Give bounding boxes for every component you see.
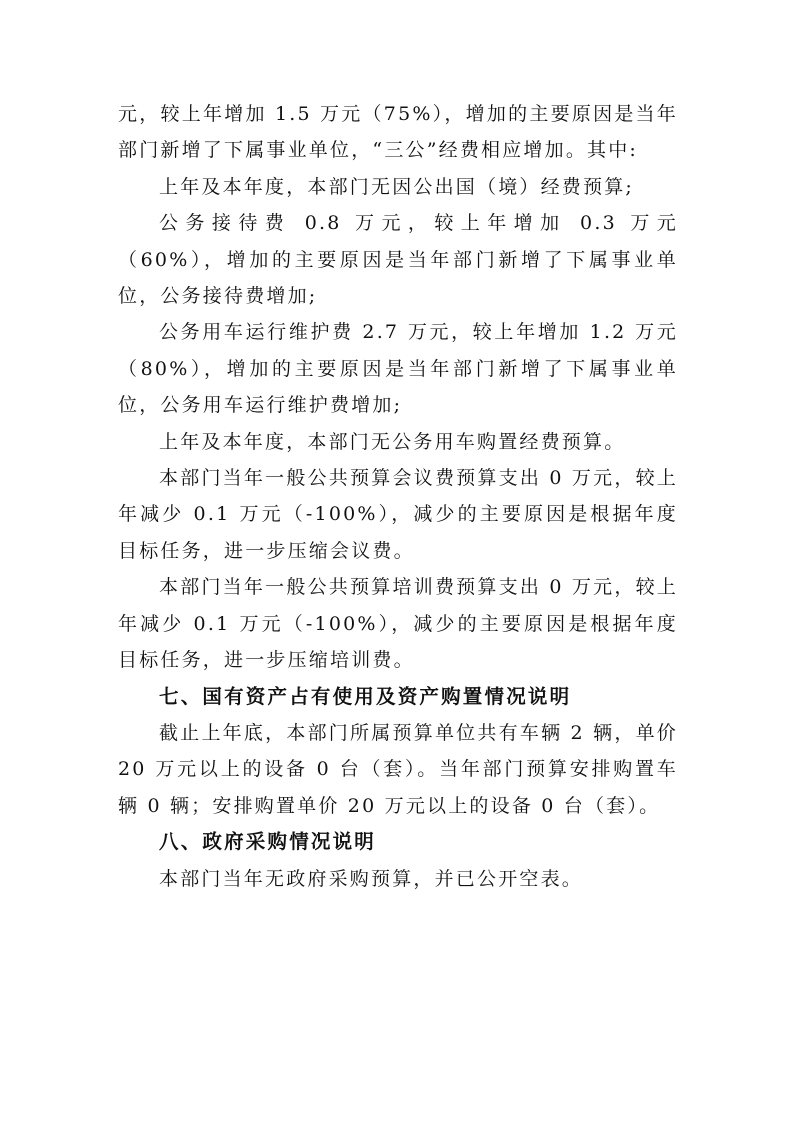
paragraph-vehicle-maintenance: 公务用车运行维护费 2.7 万元，较上年增加 1.2 万元（80%），增加的主要原因是当年部门新增了下属事业单位，公务用车运行维护费增加; (118, 321, 678, 417)
paragraph-overseas-travel: 上年及本年度，本部门无因公出国（境）经费预算; (159, 175, 635, 198)
document-body (118, 96, 678, 897)
section-heading-government-procurement: 八、政府采购情况说明 (159, 830, 377, 854)
paragraph-government-procurement: 本部门当年无政府采购预算，并已公开空表。 (159, 867, 584, 890)
paragraph-training-expenses: 本部门当年一般公共预算培训费预算支出 0 万元，较上年减少 0.1 万元（-100%），减少的主要原因是根据年度目标任务，进一步压缩培训费。 (118, 576, 678, 672)
paragraph-official-reception: 公务接待费 0.8 万元，较上年增加 0.3 万元（60%），增加的主要原因是当年部门新增了下属事业单位，公务接待费增加; (118, 212, 678, 308)
paragraph-meeting-expenses: 本部门当年一般公共预算会议费预算支出 0 万元，较上年减少 0.1 万元（-100%），减少的主要原因是根据年度目标任务，进一步压缩会议费。 (118, 467, 678, 562)
paragraph-vehicle-purchase: 上年及本年度，本部门无公务用车购置经费预算。 (159, 430, 626, 453)
section-heading-state-assets: 七、国有资产占有使用及资产购置情况说明 (159, 684, 572, 708)
paragraph-three-public-expenses-summary: 元，较上年增加 1.5 万元（75%），增加的主要原因是当年部门新增了下属事业单位，“三公”经费相应增加。其中: (118, 103, 678, 162)
paragraph-state-assets: 截止上年底，本部门所属预算单位共有车辆 2 辆，单价 20 万元以上的设备 0 台（套）。当年部门预算安排购置车辆 0 辆；安排购置单价 20 万元以上的设备 0 台（套）。 (118, 721, 678, 817)
